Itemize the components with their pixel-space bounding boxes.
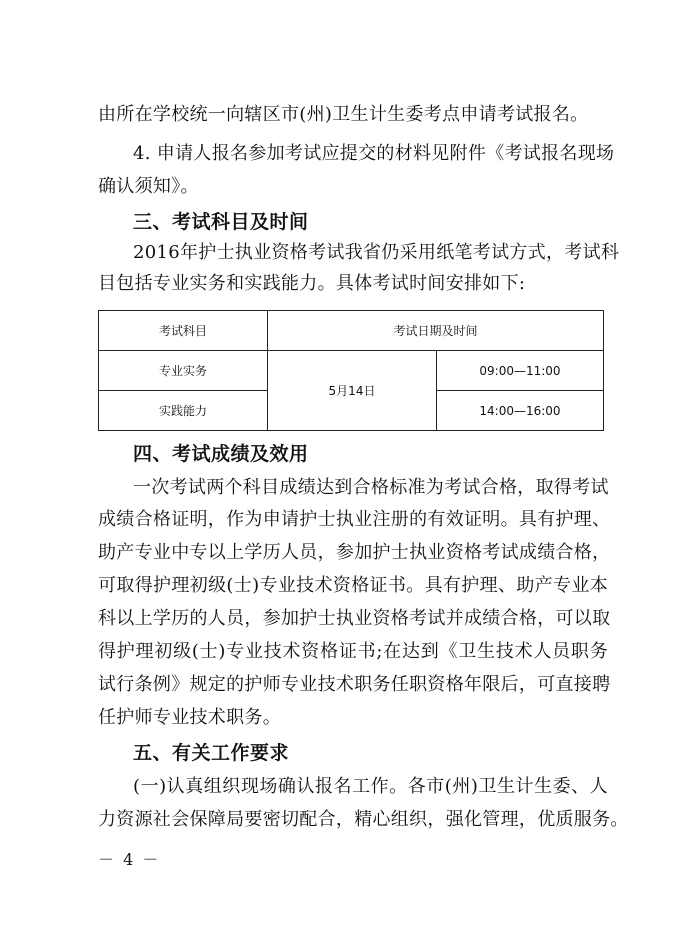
paragraph-line: 可取得护理初级(士)专业技术资格证书。具有护理、助产专业本	[98, 575, 608, 596]
paragraph-line: 助产专业中专以上学历人员，参加护士执业资格考试成绩合格，	[98, 542, 611, 563]
paragraph-line: 4. 申请人报名参加考试应提交的材料见附件《考试报名现场	[133, 143, 615, 164]
paragraph-line: 力资源社会保障局要密切配合，精心组织，强化管理，优质服务。	[98, 809, 629, 830]
paragraph-line: 确认须知》。	[98, 176, 199, 197]
paragraph-line: 由所在学校统一向辖区市(州)卫生计生委考点申请考试报名。	[98, 104, 589, 125]
page-number: － 4 －	[98, 850, 161, 869]
paragraph-line: 目包括专业实务和实践能力。具体考试时间安排如下:	[98, 273, 526, 294]
paragraph-line: 科以上学历的人员，参加护士执业资格考试并成绩合格，可以取	[98, 608, 611, 629]
section-heading-3: 三、考试科目及时间	[133, 211, 309, 233]
table-cell-time: 14:00—16:00	[437, 391, 604, 431]
table-cell-time: 09:00—11:00	[437, 351, 604, 391]
table-header-subject: 考试科目	[99, 311, 268, 351]
paragraph-line: (一)认真组织现场确认报名工作。各市(州)卫生计生委、人	[133, 776, 608, 797]
table-header-time: 考试日期及时间	[268, 311, 604, 351]
paragraph-line: 得护理初级(士)专业技术资格证书;在达到《卫生技术人员职务	[98, 641, 608, 662]
table-cell-date: 5月14日	[268, 351, 437, 431]
paragraph-line: 试行条例》规定的护师专业技术职务任职资格年限后，可直接聘	[98, 674, 611, 695]
table-cell-subject: 实践能力	[99, 391, 268, 431]
section-heading-4: 四、考试成绩及效用	[133, 443, 309, 465]
exam-schedule-table	[98, 310, 604, 431]
paragraph-line: 任护师专业技术职务。	[98, 707, 281, 728]
paragraph-line: 一次考试两个科目成绩达到合格标准为考试合格，取得考试	[133, 477, 609, 498]
table-cell-subject: 专业实务	[99, 351, 268, 391]
paragraph-line: 成绩合格证明，作为申请护士执业注册的有效证明。具有护理、	[98, 509, 611, 530]
section-heading-5: 五、有关工作要求	[133, 742, 290, 764]
paragraph-line: 2016年护士执业资格考试我省仍采用纸笔考试方式，考试科	[133, 242, 620, 263]
